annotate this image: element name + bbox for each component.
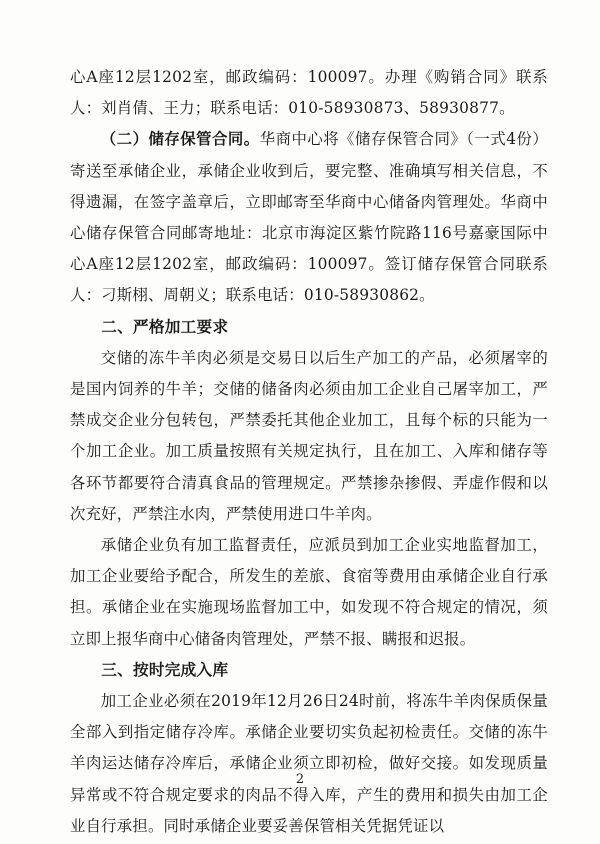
document-body xyxy=(70,62,548,842)
paragraph-processing-requirements: 交储的冻牛羊肉必须是交易日以后生产加工的产品，必须屠宰的是国内饲养的牛羊；交储的储备肉必须由加工企业自己屠宰加工，严禁成交企业分包转包，严禁委托其他企业加工，且每个标的只能为一个加工企业。加工质量按照有关规定执行，且在加工、入库和储存等各环节都要符合清真食品的管理规定。严禁掺杂掺假、弄虚作假和以次充好，严禁注水肉，严禁使用进口牛羊肉。 xyxy=(70,348,548,523)
paragraph-supervision: 承储企业负有加工监督责任，应派员到加工企业实地监督加工，加工企业要给予配合，所发生的差旅、食宿等费用由承储企业自行承担。承储企业在实施现场监督加工中，如发现不符合规定的情况，须立即上报华商中心储备肉管理处，严禁不报、瞒报和迟报。 xyxy=(70,536,548,648)
storage-contract-heading: （二）储存保管合同。 xyxy=(100,130,260,149)
paragraph-contact-continuation: 心A座12层1202室，邮政编码：100097。办理《购销合同》联系人：刘肖倩、王力；联系电话：010-58930873、58930877。 xyxy=(70,68,548,118)
section-heading-warehousing: 三、按时完成入库 xyxy=(101,660,229,679)
paragraph-storage-contract xyxy=(70,124,548,311)
storage-contract-text: 华商中心将《储存保管合同》（一式4份）寄送至承储企业，承储企业收到后，要完整、准确填写相关信息，不得遗漏，在签字盖章后，立即邮寄至华商中心储备肉管理处。华商中心储存保管合同邮寄地址：北京市海淀区紫竹院路116号嘉豪国际中心A座12层1202室，邮政编码：100097。签订储存保管合同联系人：刁斯栩、周朝义；联系电话：010-58930862。 xyxy=(70,130,548,305)
page-number: 2 xyxy=(295,772,305,787)
section-heading-processing: 二、严格加工要求 xyxy=(101,317,229,336)
paragraph-warehousing: 加工企业必须在2019年12月26日24时前，将冻牛羊肉保质保量全部入到指定储存冷库。承储企业要切实负起初检责任。交储的冻牛羊肉运达储存冷库后，承储企业须立即初检，做好交接。如发现质量异常或不符合规定要求的肉品不得入库，产生的费用和损失由加工企业自行承担。同时承储企业要妥善保管相关凭据凭证以 xyxy=(70,692,548,835)
